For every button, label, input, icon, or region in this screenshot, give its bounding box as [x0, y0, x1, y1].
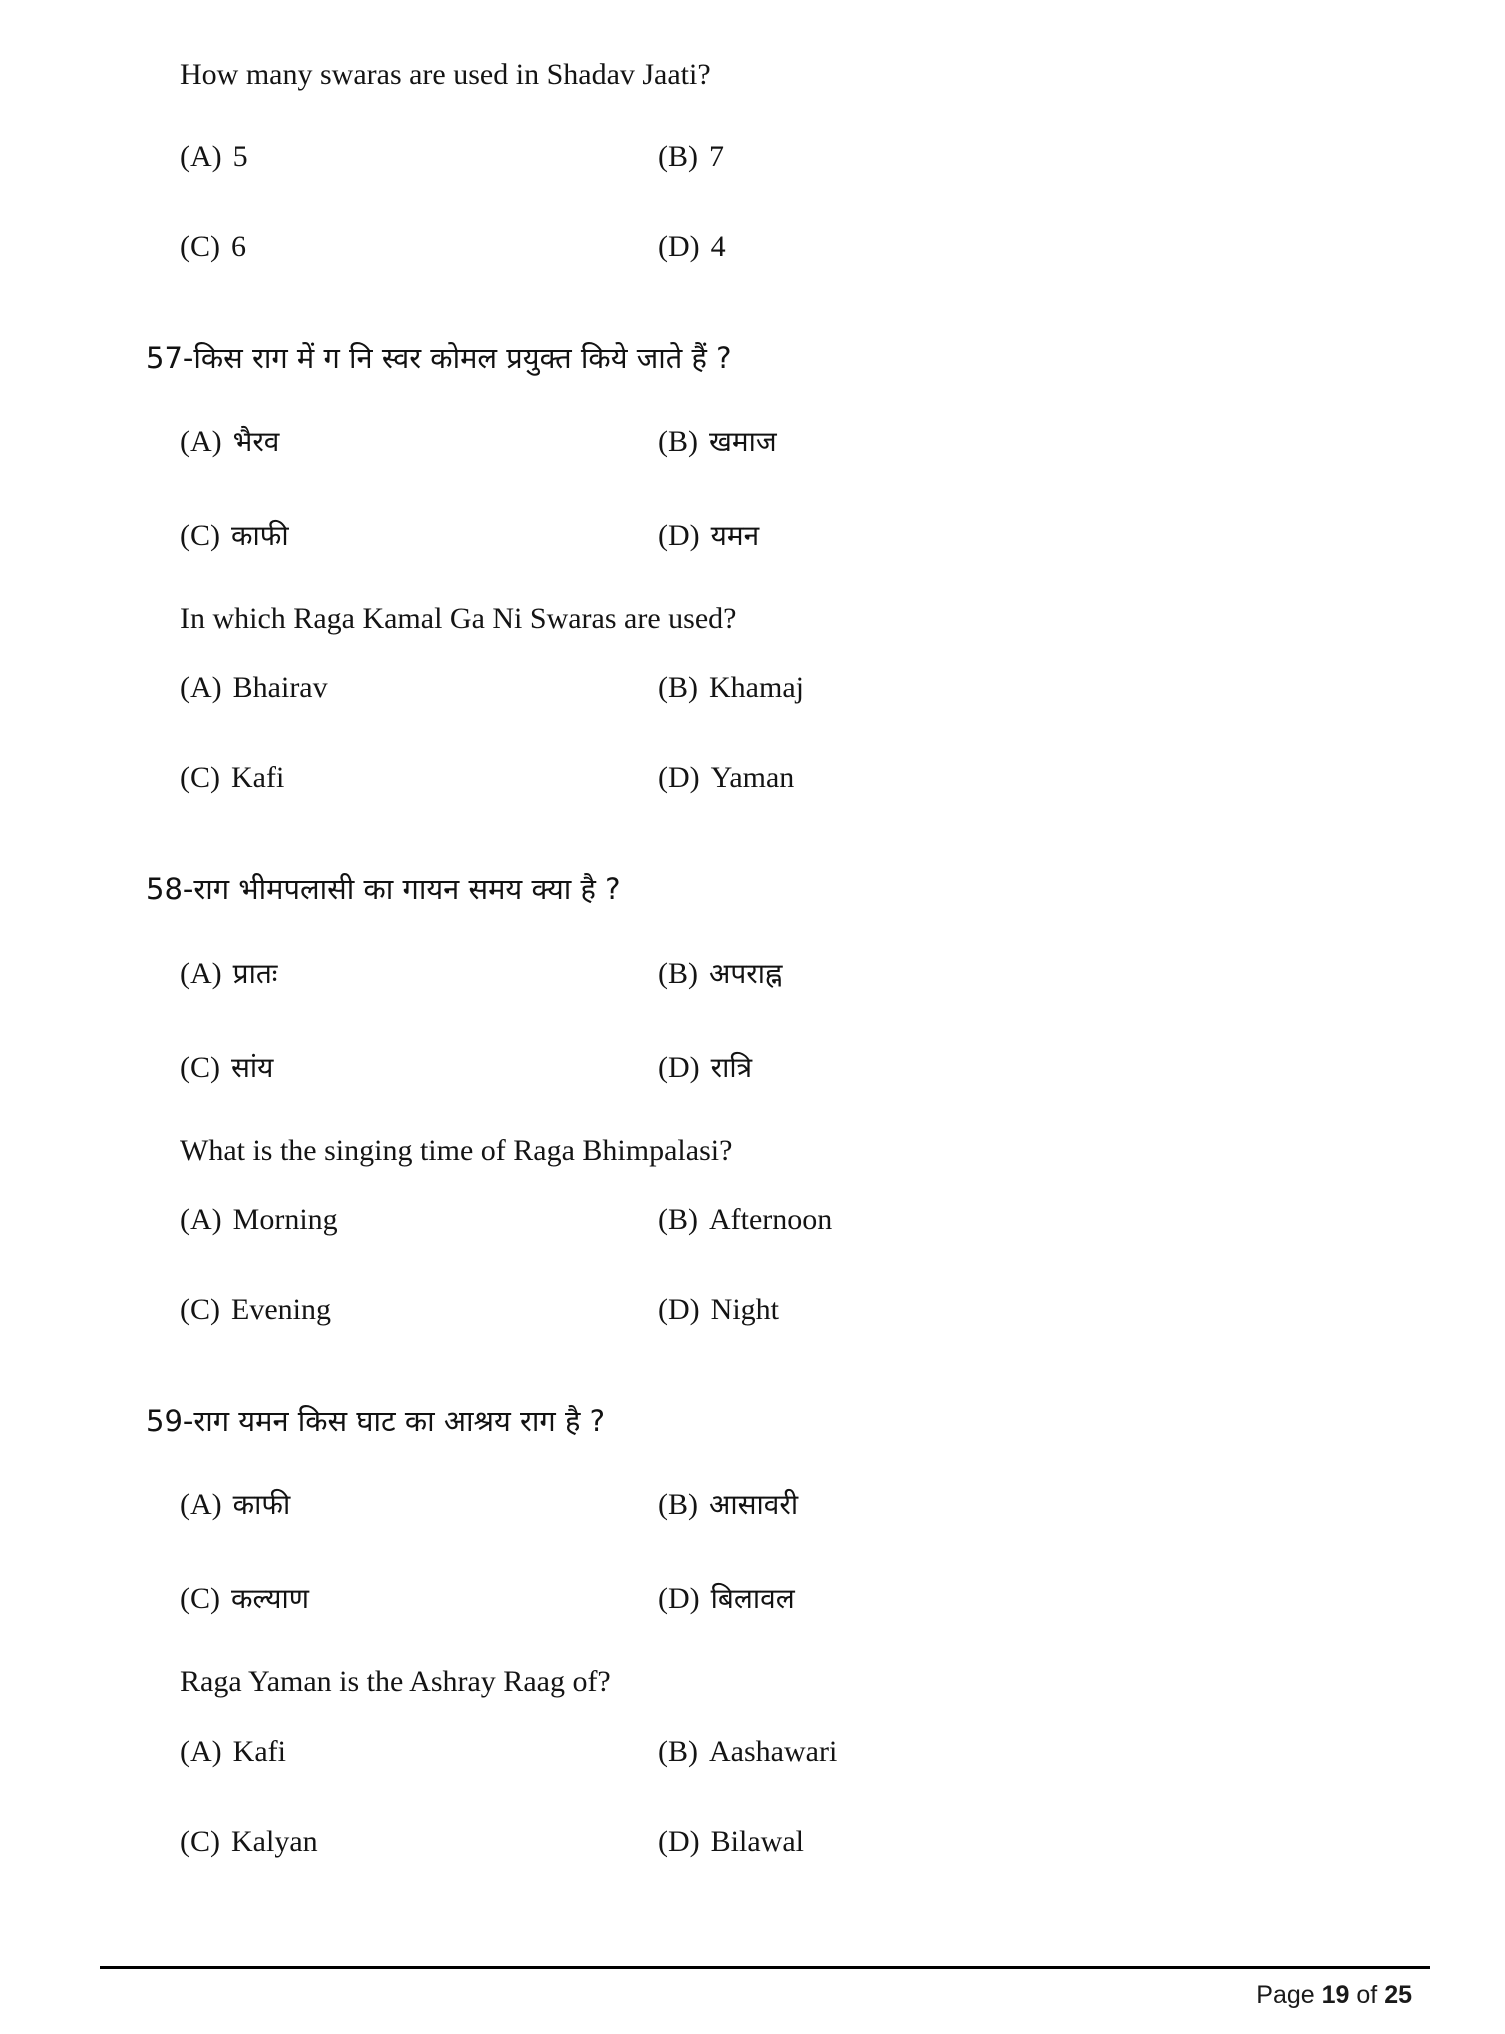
spacer [180, 992, 1325, 1048]
option-letter: (C) [180, 1050, 220, 1084]
option-letter: (B) [658, 1203, 698, 1236]
option-label: काफी [232, 1488, 291, 1522]
option-label: भैरव [232, 424, 280, 458]
option-label: खमाज [709, 424, 777, 458]
spacer [180, 264, 1325, 340]
option-label: सांय [231, 1050, 274, 1084]
option-b[interactable] [658, 422, 1325, 460]
page-footer [100, 1966, 1430, 2010]
option-c[interactable] [180, 761, 658, 795]
spacer [180, 1086, 1325, 1132]
option-letter: (C) [180, 761, 220, 795]
option-c[interactable] [180, 1048, 658, 1086]
option-row [180, 761, 1325, 795]
option-label: आसावरी [709, 1488, 799, 1522]
option-label: 6 [231, 229, 246, 263]
option-row [180, 422, 1325, 460]
option-label: Bhairav [232, 671, 328, 705]
question-english-text: What is the singing time of Raga Bhimpalasi? [180, 1133, 733, 1167]
option-row [180, 1825, 1325, 1859]
spacer [180, 1169, 1325, 1203]
option-letter: (B) [658, 1488, 698, 1522]
question-english-text: In which Raga Kamal Ga Ni Swaras are used? [180, 601, 737, 635]
option-c[interactable] [180, 1825, 658, 1859]
spacer [180, 94, 1325, 140]
option-row [180, 1735, 1325, 1769]
spacer [180, 1769, 1325, 1825]
option-a[interactable] [180, 1203, 658, 1237]
option-letter: (A) [180, 956, 222, 990]
question-english-text: How many swaras are used in Shadav Jaati? [180, 58, 711, 91]
footer-of-label: of [1356, 1981, 1378, 2009]
option-label: यमन [710, 518, 760, 552]
option-letter: (A) [180, 139, 222, 173]
option-b[interactable] [658, 671, 1325, 705]
footer-page-number: 19 [1321, 1981, 1350, 2009]
option-label: 4 [710, 229, 726, 263]
option-a[interactable] [180, 671, 658, 705]
spacer [180, 1439, 1325, 1485]
question-list [146, 56, 1325, 1859]
option-c[interactable] [180, 230, 658, 264]
spacer [180, 1237, 1325, 1293]
option-a[interactable] [180, 1735, 658, 1769]
spacer [180, 705, 1325, 761]
option-row [180, 516, 1325, 554]
option-row [180, 1293, 1325, 1327]
question-hindi-text: 57-किस राग में ग नि स्वर कोमल प्रयुक्त किये जाते हैं ? [146, 340, 732, 375]
option-label: Night [710, 1293, 779, 1326]
option-letter: (C) [180, 1824, 220, 1858]
option-row [180, 230, 1325, 264]
spacer [180, 174, 1325, 230]
option-label: बिलावल [710, 1582, 795, 1616]
option-label: 5 [232, 139, 248, 173]
option-letter: (C) [180, 1582, 220, 1616]
option-row [180, 1485, 1325, 1523]
question-hindi-text: 58-राग भीमपलासी का गायन समय क्या है ? [146, 872, 621, 907]
question-block-q58 [146, 871, 1325, 1327]
option-b[interactable] [658, 1203, 1325, 1237]
question-block-q57 [146, 340, 1325, 796]
option-label: प्रातः [232, 956, 278, 990]
english-options [180, 1203, 1325, 1327]
spacer [180, 1617, 1325, 1663]
spacer [180, 1701, 1325, 1735]
spacer [180, 376, 1325, 422]
option-letter: (D) [658, 1824, 700, 1858]
footer-page-label: Page [1256, 1981, 1315, 2009]
hindi-options [180, 1485, 1325, 1617]
hindi-options [180, 422, 1325, 554]
footer-total-pages: 25 [1384, 1981, 1412, 2009]
option-b[interactable] [658, 140, 1325, 174]
option-row [180, 954, 1325, 992]
option-label: Kafi [232, 1734, 286, 1768]
option-letter: (C) [180, 518, 220, 552]
option-label: 7 [709, 139, 724, 173]
option-label: Evening [231, 1293, 331, 1326]
option-letter: (A) [180, 671, 222, 705]
option-c[interactable] [180, 516, 658, 554]
option-c[interactable] [180, 1579, 658, 1617]
option-label: Khamaj [709, 671, 804, 705]
option-letter: (B) [658, 424, 698, 458]
page-number-text [100, 1981, 1430, 2010]
spacer [180, 1327, 1325, 1403]
option-label: Yaman [710, 761, 795, 795]
option-b[interactable] [658, 954, 1325, 992]
option-letter: (D) [658, 518, 700, 552]
option-letter: (A) [180, 424, 222, 458]
spacer [180, 795, 1325, 871]
option-letter: (B) [658, 1734, 698, 1768]
english-options [180, 671, 1325, 795]
option-d[interactable] [658, 1825, 1325, 1859]
option-letter: (B) [658, 956, 698, 990]
english-options [180, 1735, 1325, 1859]
footer-divider [100, 1966, 1430, 1969]
option-letter: (B) [658, 139, 698, 173]
option-row [180, 1048, 1325, 1086]
option-label: Morning [232, 1203, 338, 1236]
option-letter: (B) [658, 671, 698, 705]
option-d[interactable] [658, 1048, 1325, 1086]
hindi-options [180, 954, 1325, 1086]
option-d[interactable] [658, 230, 1325, 264]
spacer [180, 460, 1325, 516]
option-d[interactable] [658, 761, 1325, 795]
option-d[interactable] [658, 1579, 1325, 1617]
option-label: Kafi [231, 761, 285, 795]
option-label: Aashawari [709, 1734, 838, 1768]
option-d[interactable] [658, 516, 1325, 554]
option-a[interactable] [180, 422, 658, 460]
option-label: Bilawal [710, 1824, 804, 1858]
option-letter: (D) [658, 229, 700, 263]
option-letter: (A) [180, 1488, 222, 1522]
option-row [180, 671, 1325, 705]
option-letter: (D) [658, 1582, 700, 1616]
option-letter: (D) [658, 1050, 700, 1084]
option-c[interactable] [180, 1293, 658, 1327]
spacer [180, 554, 1325, 600]
option-label: कल्याण [231, 1582, 310, 1616]
option-label: Afternoon [709, 1203, 833, 1236]
option-letter: (D) [658, 1293, 700, 1326]
question-block-q56-continued [180, 56, 1325, 264]
option-d[interactable] [658, 1293, 1325, 1327]
option-letter: (A) [180, 1203, 222, 1236]
option-row [180, 140, 1325, 174]
question-block-q59 [146, 1403, 1325, 1859]
option-label: रात्रि [710, 1050, 753, 1084]
question-hindi-text: 59-राग यमन किस घाट का आश्रय राग है ? [146, 1404, 605, 1438]
spacer [180, 637, 1325, 671]
option-b[interactable] [658, 1485, 1325, 1523]
option-letter: (A) [180, 1734, 222, 1768]
option-label: अपराह्न [709, 956, 783, 990]
option-a[interactable] [180, 140, 658, 174]
option-a[interactable] [180, 1485, 658, 1523]
spacer [180, 908, 1325, 954]
option-b[interactable] [658, 1735, 1325, 1769]
option-row [180, 1203, 1325, 1237]
option-label: Kalyan [231, 1824, 318, 1858]
option-label: काफी [231, 518, 289, 552]
option-row [180, 1579, 1325, 1617]
spacer [180, 1523, 1325, 1579]
option-a[interactable] [180, 954, 658, 992]
option-letter: (D) [658, 761, 700, 795]
question-english-text: Raga Yaman is the Ashray Raag of? [180, 1665, 611, 1699]
option-letter: (C) [180, 229, 220, 263]
english-options [180, 140, 1325, 264]
option-letter: (C) [180, 1293, 220, 1326]
